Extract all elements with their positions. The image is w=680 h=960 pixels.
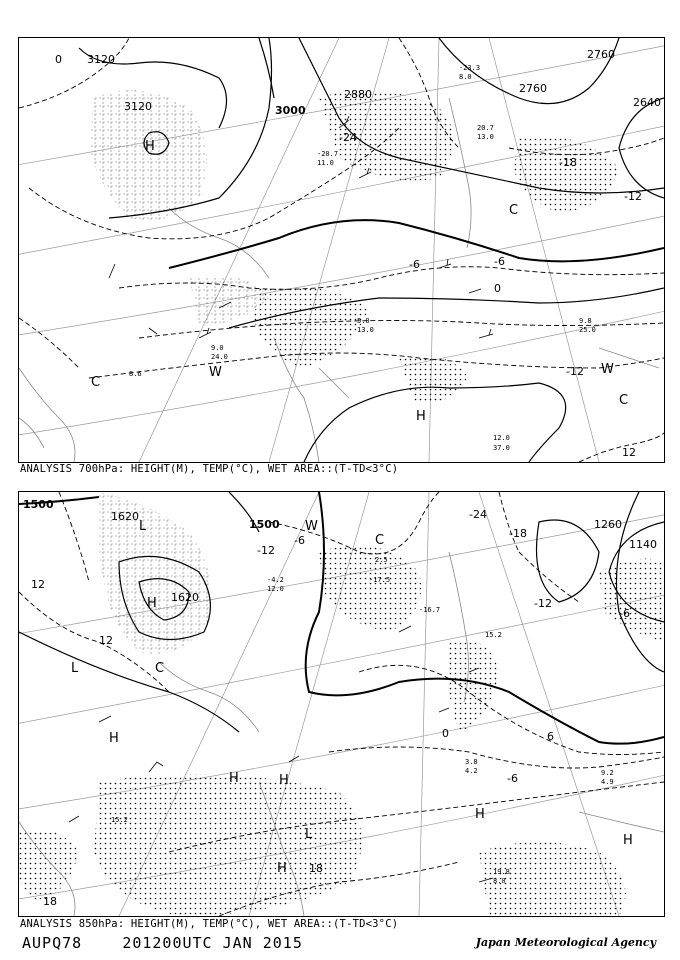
height-label: 2760 xyxy=(519,82,547,95)
temp-label: -12 xyxy=(534,597,552,610)
map-700hpa xyxy=(18,37,665,463)
warm-center: W xyxy=(305,519,318,534)
station-value: 4.9 xyxy=(601,778,614,786)
station-value: -23.3 xyxy=(459,64,481,72)
station-value: 4.2 xyxy=(465,767,478,775)
agency-name: Japan Meteorological Agency xyxy=(475,936,656,949)
temp-label: -12 xyxy=(624,190,642,203)
high-center: H xyxy=(277,861,287,876)
temp-label: 18 xyxy=(309,862,323,875)
product-code: AUPQ78 xyxy=(22,934,83,952)
cold-center: C xyxy=(509,203,519,218)
temp-label: 18 xyxy=(43,895,57,908)
cold-center: C xyxy=(155,661,165,676)
temp-label: -18 xyxy=(509,527,527,540)
height-label: 1500 xyxy=(23,498,54,511)
high-center: H xyxy=(229,771,239,786)
height-label: 1620 xyxy=(171,591,199,604)
station-value: 25.0 xyxy=(579,326,596,334)
station-value: 15.2 xyxy=(485,631,502,639)
footer-product xyxy=(22,934,303,952)
height-label: 3120 xyxy=(87,53,115,66)
station-value: 2.5 xyxy=(375,556,388,564)
high-center: H xyxy=(109,731,119,746)
height-label: 1500 xyxy=(249,518,280,531)
high-center: H xyxy=(623,833,633,848)
temp-label: -6 xyxy=(294,534,305,547)
station-value: 19.8 xyxy=(493,868,510,876)
cold-center: C xyxy=(619,393,629,408)
station-value: 9.0 xyxy=(211,344,224,352)
temp-label: -6 xyxy=(619,607,630,620)
cold-center: C xyxy=(91,375,101,390)
warm-center: W xyxy=(601,362,614,377)
station-value: 11.0 xyxy=(317,159,334,167)
warm-center: W xyxy=(209,365,222,380)
station-value: 3.8 xyxy=(465,758,478,766)
temp-label: -6 xyxy=(494,255,505,268)
temp-label: 12 xyxy=(31,578,45,591)
temp-label: -12 xyxy=(257,544,275,557)
station-value: -4.2 xyxy=(267,576,284,584)
height-label: 2760 xyxy=(587,48,615,61)
high-center: H xyxy=(145,139,155,154)
station-value: -20.7 xyxy=(317,150,339,158)
high-center: H xyxy=(279,773,289,788)
valid-time: 201200UTC JAN 2015 xyxy=(122,934,303,952)
station-value: 15.2 xyxy=(111,816,128,824)
temp-label: 0 xyxy=(55,53,62,66)
station-value: 13.0 xyxy=(357,326,374,334)
station-value: 8.0 xyxy=(493,877,506,885)
temp-label: -18 xyxy=(559,156,577,169)
temp-label: 12 xyxy=(99,634,113,647)
temp-label: -24 xyxy=(339,131,357,144)
height-label: 1260 xyxy=(594,518,622,531)
station-value: 37.0 xyxy=(493,444,510,452)
height-label: 3000 xyxy=(275,104,306,117)
height-label: 2640 xyxy=(633,96,661,109)
height-label: 1140 xyxy=(629,538,657,551)
map-700hpa-canvas xyxy=(19,38,664,462)
station-value: 9.2 xyxy=(601,769,614,777)
station-value: 8.6 xyxy=(129,370,142,378)
station-value: 24.0 xyxy=(211,353,228,361)
temp-label: 0 xyxy=(442,727,449,740)
wet-areas xyxy=(19,492,664,916)
low-center: L xyxy=(305,827,313,842)
station-value: 5.0 xyxy=(357,317,370,325)
high-center: H xyxy=(475,807,485,822)
temp-label: 0 xyxy=(494,282,501,295)
temp-label: -24 xyxy=(469,508,487,521)
height-label: 1620 xyxy=(111,510,139,523)
temp-label: -6 xyxy=(409,258,420,271)
station-value: 12.0 xyxy=(493,434,510,442)
station-value: 9.8 xyxy=(579,317,592,325)
low-center: L xyxy=(71,661,79,676)
high-center: H xyxy=(416,409,426,424)
temp-label: 12 xyxy=(622,446,636,459)
caption-850hpa: ANALYSIS 850hPa: HEIGHT(M), TEMP(°C), WET AREA::(T-TD<3°C) xyxy=(20,918,399,930)
temp-label: 6 xyxy=(547,730,554,743)
caption-700hpa: ANALYSIS 700hPa: HEIGHT(M), TEMP(°C), WET AREA::(T-TD<3°C) xyxy=(20,463,399,475)
temp-label: -6 xyxy=(507,772,518,785)
cold-center: C xyxy=(375,533,385,548)
map-850hpa xyxy=(18,491,665,917)
height-label: 2880 xyxy=(344,88,372,101)
station-value: -16.7 xyxy=(419,606,441,614)
low-center: L xyxy=(139,519,147,534)
map-850hpa-canvas xyxy=(19,492,664,916)
station-value: 8.0 xyxy=(459,73,472,81)
station-value: 13.0 xyxy=(477,133,494,141)
station-value: 20.7 xyxy=(477,124,494,132)
station-value: 12.0 xyxy=(267,585,284,593)
temp-label: -12 xyxy=(566,365,584,378)
station-value: -17.5 xyxy=(369,576,391,584)
high-center: H xyxy=(147,596,157,611)
height-label: 3120 xyxy=(124,100,152,113)
